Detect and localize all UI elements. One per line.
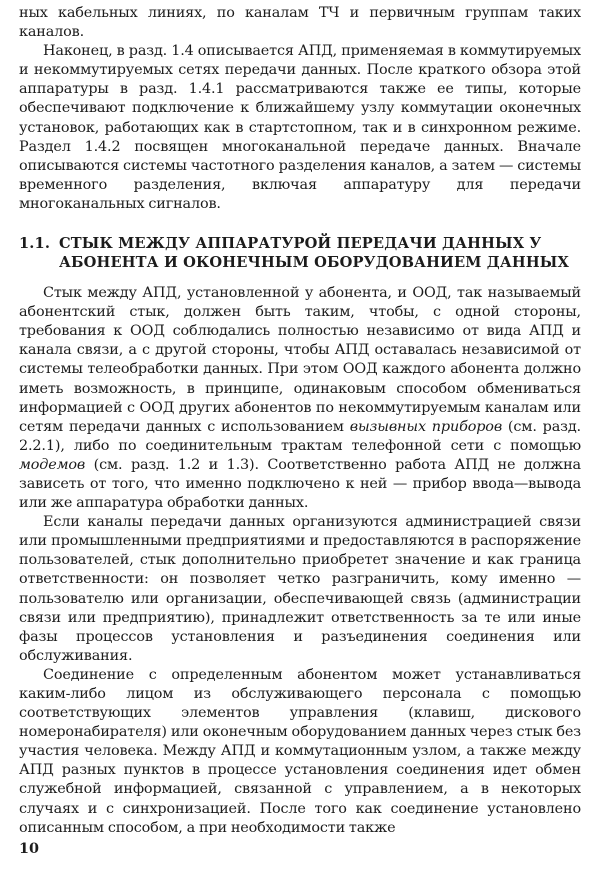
paragraph-part: Стык между АПД, установленной у абонента, и ООД, так называемый абонентский стык, должен быть таким, чтобы, с одной стороны, требования к ООД соблюдались полностью независимо от вида АПД и канала связи, а с другой стороны, чтобы АПД оставалась независимой от системы телеобработки данных. При этом ООД каждого абонента должно иметь возможность, в принципе, одинаковым способом обмениваться информацией с ООД других абонентов по некоммутируемым каналам или сетям передачи данных с использованием: [19, 285, 581, 435]
paragraph-intro-continuation: ных кабельных линиях, по каналам ТЧ и первичным группам таких каналов.: [19, 5, 581, 41]
document-page: [19, 4, 581, 870]
term-modems: модемов: [19, 456, 86, 473]
paragraph-subscriber-interface: [19, 284, 581, 513]
paragraph-part: (см. разд. 2.2.1), либо по соединительным трактам телефонной сети с помощью: [19, 418, 581, 454]
paragraph-connection-setup: Соединение с определенным абонентом может устанавливаться каким-либо лицом из обслуживающего персонала с помощью соответствующих элементов управления (клавиш, дискового номеронабирателя) или оконечным оборудованием данных через стык без участия человека. Между АПД и коммутационным узлом, а также между АПД разных пунктов в процессе установления соединения идет обмен служебной информацией, связанной с управлением, а в некоторых случаях и с синхронизацией. После того как соединение установлено описанным способом, а при необходимости также: [19, 666, 581, 836]
section-number: 1.1.: [19, 235, 51, 253]
term-calling-devices: вызывных приборов: [349, 418, 503, 435]
paragraph-part: (см. разд. 1.2 и 1.3). Соответственно работа АПД не должна зависеть от того, что именно подключено к ней — прибор ввода—вывода или же аппаратура обработки данных.: [19, 456, 581, 512]
paragraph-apd-overview: Наконец, в разд. 1.4 описывается АПД, применяемая в коммутируемых и некоммутируемых сетях передачи данных. После краткого обзора этой аппаратуры в разд. 1.4.1 рассматриваются также ее типы, которые обеспечивают подключение к ближайшему узлу коммутации оконечных установок, работающих как в стартстопном, так и в синхронном режиме. Раздел 1.4.2 посвящен многоканальной передаче данных. Вначале описываются системы частотного разделения каналов, а затем — системы временного разделения, включая аппаратуру для передачи многоканальных сигналов.: [19, 43, 581, 212]
section-heading: [19, 234, 581, 272]
page-number: 10: [19, 840, 40, 857]
paragraph-responsibility-boundary: Если каналы передачи данных организуются администрацией связи или промышленными предприятиями и предоставляются в распоряжение пользователей, стык дополнительно приобретет значение и как граница ответственности: он позволяет четко разграничить, кому именно — пользователю или организации, обеспечивающей связь (администрации связи или предприятию), принадлежит ответственность за те или иные фазы процессов установления и разъединения соединения или обслуживания.: [19, 514, 581, 664]
section-title: СТЫК МЕЖДУ АППАРАТУРОЙ ПЕРЕДАЧИ ДАННЫХ У АБОНЕНТА И ОКОНЕЧНЫМ ОБОРУДОВАНИЕМ ДАННЫХ: [59, 235, 569, 272]
